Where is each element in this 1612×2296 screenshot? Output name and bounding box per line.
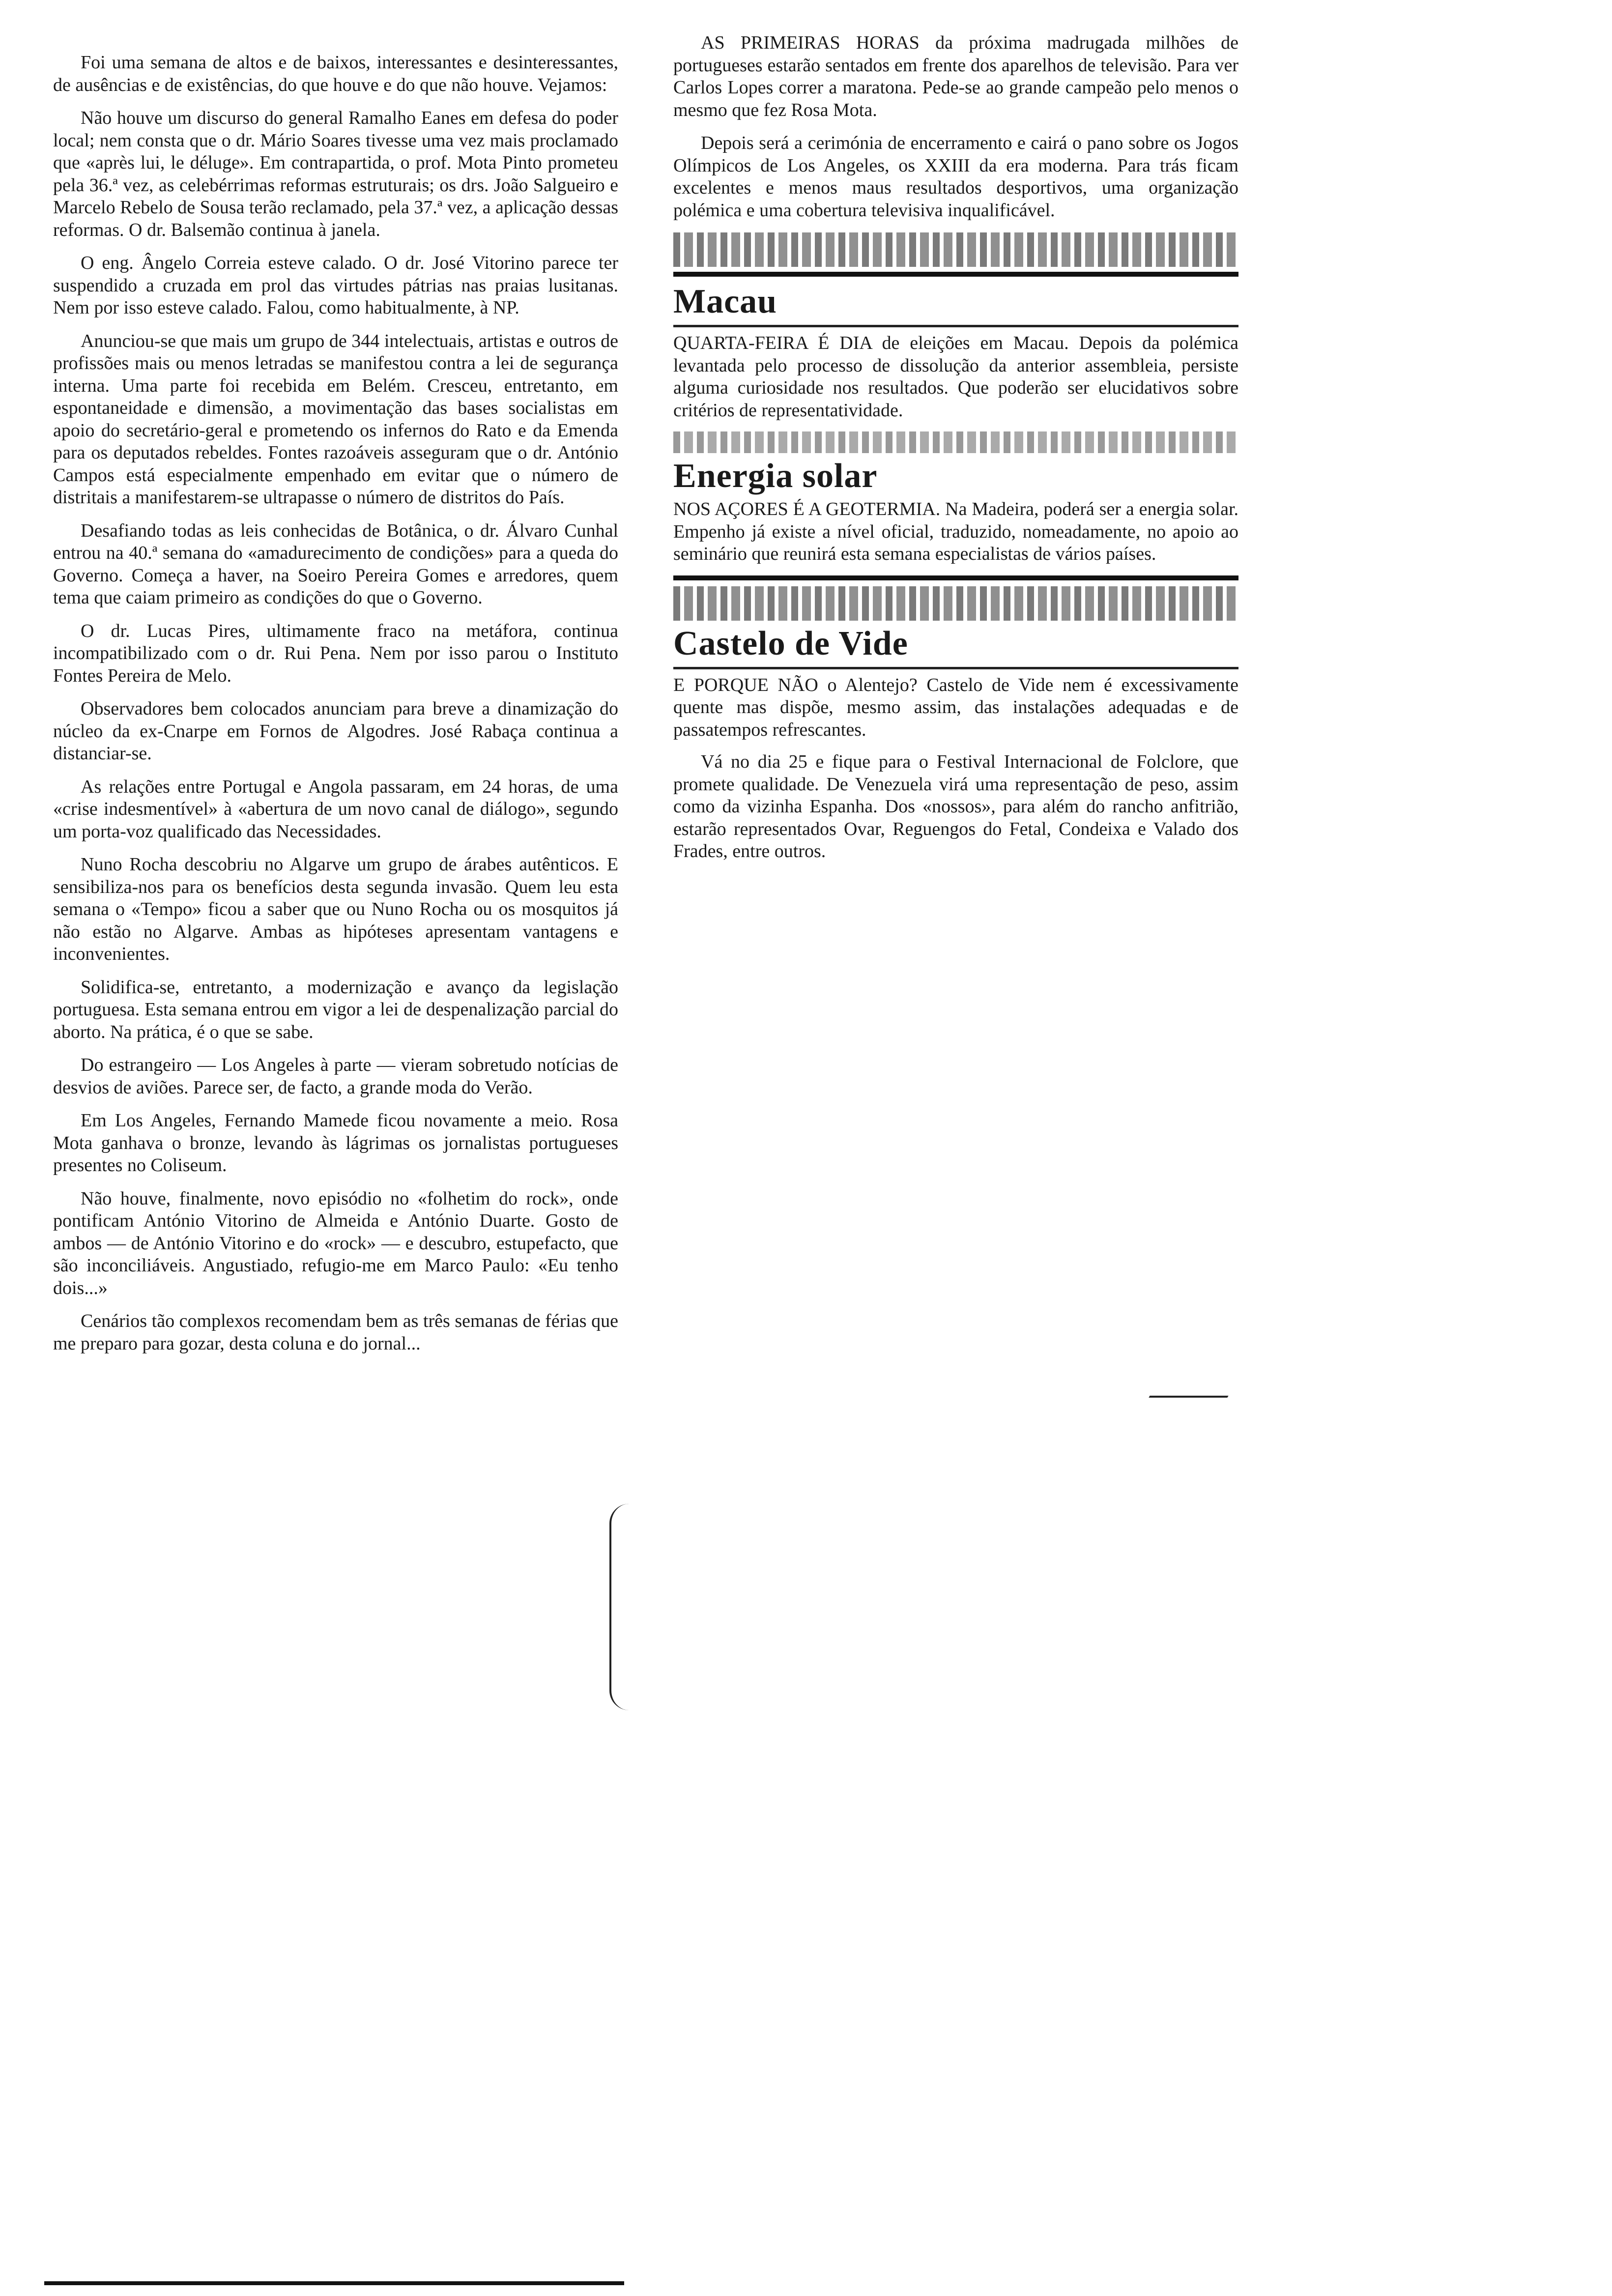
paragraph: Em Los Angeles, Fernando Mamede ficou novamente a meio. Rosa Mota ganhava o bronze, levando às lágrimas os jornalistas portugueses presentes no Coliseum. bbox=[53, 1110, 618, 1176]
section-lead: NOS AÇORES É A GEOTERMIA. Na Madeira, poderá ser a energia solar. Empenho já existe a nível oficial, traduzido, nomeadamente, no apoio ao seminário que reunirá esta semana especialistas de vários países. bbox=[673, 499, 1238, 564]
paragraph: Desafiando todas as leis conhecidas de Botânica, o dr. Álvaro Cunhal entrou na 40.ª semana do «amadurecimento de condições» para a queda do Governo. Começa a haver, na Soeiro Pereira Gomes e arredores, quem tema que caiam primeiro as condições do que o Governo. bbox=[53, 520, 618, 608]
paragraph: Não houve um discurso do general Ramalho Eanes em defesa do poder local; nem consta que o dr. Mário Soares tivesse uma vez mais proclamado que «après lui, le déluge». Em contrapartida, o prof. Mota Pinto prometeu pela 36.ª vez, as celebérrimas reformas estruturais; os drs. João Salgueiro e Marcelo Rebelo de Sousa terão reclamado, pela 37.ª vez, a aplicação dessas reformas. O dr. Balsemão continua à janela. bbox=[53, 108, 618, 240]
section-rule bbox=[673, 667, 1238, 669]
paragraph: O eng. Ângelo Correia esteve calado. O dr. José Vitorino parece ter suspendido a cruzada em prol das virtudes pátrias nas praias lusitanas. Nem por isso esteve calado. Falou, como habitualmente, à NP. bbox=[53, 253, 618, 318]
paragraph: Não houve, finalmente, novo episódio no «folhetim do rock», onde pontificam António Vitorino de Almeida e António Duarte. Gosto de ambos — de António Vitorino e do «rock» — e descubro, estupefacto, que são inconciliáveis. Angustiado, refugio-me em Marco Paulo: «Eu tenho dois...» bbox=[53, 1188, 618, 1298]
margin-bracket bbox=[609, 1504, 631, 1710]
paragraph: Cenários tão complexos recomendam bem as três semanas de férias que me preparo para gozar, desta coluna e do jornal... bbox=[53, 1311, 618, 1354]
section-heading-energia-solar: Energia solar bbox=[673, 457, 878, 495]
illegible-band bbox=[673, 431, 1238, 453]
paragraph: Observadores bem colocados anunciam para breve a dinamização do núcleo da ex-Cnarpe em Fornos de Algodres. José Rabaça continua a distanciar-se. bbox=[53, 698, 618, 764]
left-column bbox=[53, 52, 618, 1366]
paragraph: Anunciou-se que mais um grupo de 344 intelectuais, artistas e outros de profissões mais ou menos letradas se manifestou contra a lei de segurança interna. Uma parte foi recebida em Belém. Cresceu, entretanto, em espontaneidade e dimensão, a movimentação das bases socialistas em apoio do secretário-geral e prometendo os infernos do Rato e da Emenda para os deputados rebeldes. Fontes razoáveis asseguram que o dr. António Campos está especialmente empenhado em evitar que o número de distritais a manifestarem-se ultrapasse o número de distritos do País. bbox=[53, 330, 618, 508]
bottom-rule bbox=[44, 2281, 624, 2285]
paragraph: Foi uma semana de altos e de baixos, interessantes e desinteressantes, de ausências e de existências, do que houve e do que não houve. Vejamos: bbox=[53, 52, 618, 95]
paragraph: AS PRIMEIRAS HORAS da próxima madrugada milhões de portugueses estarão sentados em frente dos aparelhos de televisão. Para ver Carlos Lopes correr a maratona. Pede-se ao grande campeão pelo menos o mesmo que fez Rosa Mota. bbox=[673, 32, 1238, 120]
section-rule bbox=[673, 325, 1238, 327]
paragraph: Solidifica-se, entretanto, a modernização e avanço da legislação portuguesa. Esta semana entrou em vigor a lei de despenalização parcial do aborto. Na prática, é o que se sabe. bbox=[53, 976, 618, 1042]
right-column bbox=[673, 32, 1238, 874]
paragraph: Do estrangeiro — Los Angeles à parte — vieram sobretudo notícias de desvios de aviões. Parece ser, de facto, a grande moda do Verão. bbox=[53, 1055, 618, 1098]
section-rule bbox=[673, 575, 1238, 580]
paragraph: As relações entre Portugal e Angola passaram, em 24 horas, de uma «crise indesmentível» à «abertura de um novo canal de diálogo», segundo um porta-voz qualificado das Necessidades. bbox=[53, 776, 618, 842]
section-rule bbox=[673, 272, 1238, 277]
section-lead: QUARTA-FEIRA É DIA de eleições em Macau. Depois da polémica levantada pelo processo de dissolução da anterior assembleia, persiste alguma curiosidade nos resultados. Que poderão ser elucidativos sobre critérios de representatividade. bbox=[673, 333, 1238, 421]
illegible-band bbox=[673, 586, 1238, 621]
section-heading-castelo-de-vide: Castelo de Vide bbox=[673, 624, 908, 662]
paragraph: Vá no dia 25 e fique para o Festival Internacional de Folclore, que promete qualidade. De Venezuela virá uma representação de peso, assim como da vizinha Espanha. Dos «nossos», para além do rancho anfitrião, estarão representados Ovar, Reguengos do Fetal, Condeixa e Valado dos Frades, entre outros. bbox=[673, 751, 1238, 861]
illegible-band bbox=[673, 232, 1238, 267]
paragraph: O dr. Lucas Pires, ultimamente fraco na metáfora, continua incompatibilizado com o dr. Rui Pena. Nem por isso parou o Instituto Fontes Pereira de Melo. bbox=[53, 620, 618, 686]
paragraph: Nuno Rocha descobriu no Algarve um grupo de árabes autênticos. E sensibiliza-nos para os benefícios desta segunda invasão. Quem leu esta semana o «Tempo» ficou a saber que ou Nuno Rocha ou os mosquitos já não estão no Algarve. Ambas as hipóteses apresentam vantagens e inconvenientes. bbox=[53, 854, 618, 964]
section-heading-macau: Macau bbox=[673, 283, 777, 320]
end-mark bbox=[1149, 1376, 1239, 1398]
paragraph: Depois será a cerimónia de encerramento e cairá o pano sobre os Jogos Olímpicos de Los Angeles, os XXIII da era moderna. Para trás ficam excelentes e menos maus resultados desportivos, uma organização polémica e uma cobertura televisiva inqualificável. bbox=[673, 133, 1238, 221]
section-lead: E PORQUE NÃO o Alentejo? Castelo de Vide nem é excessivamente quente mas dispõe, mesmo assim, das instalações adequadas e de passatempos refrescantes. bbox=[673, 674, 1238, 740]
